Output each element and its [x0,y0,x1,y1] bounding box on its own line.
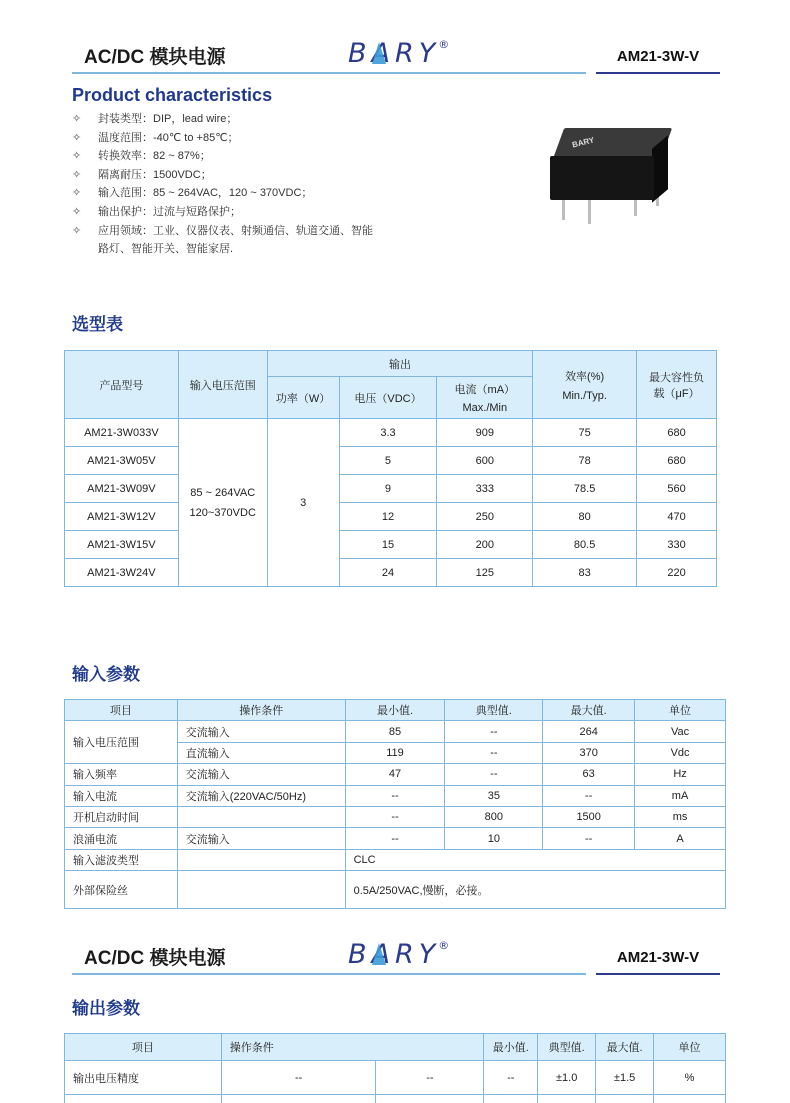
logo-triangle-icon [372,42,386,64]
table-header-row: 项目 操作条件 最小值. 典型值. 最大值. 单位 [65,700,726,721]
input-range-cell: 85 ~ 264VAC 120~370VDC [178,419,267,587]
header-title: AC/DC 模块电源 [84,47,226,68]
output-params-title: 输出参数 [72,999,140,1018]
header-divider [72,973,586,975]
characteristics-list [72,110,373,259]
table-row: AM21-3W05V 5 600 78 680 [65,447,717,475]
table-row: 开机启动时间 -- 800 1500 ms [65,806,726,827]
table-row: 输入频率 交流输入 47 -- 63 Hz [65,764,726,785]
list-item: ✧ 应用领域：工业、仪器仪表、射频通信、轨道交通、智能 [72,222,373,241]
output-params-table [64,1033,726,1103]
power-cell: 3 [267,419,339,587]
list-item-continuation: 路灯、智能开关、智能家居. [98,243,234,256]
selection-title: 选型表 [72,315,123,334]
list-item: ✧ 输出保护：过流与短路保护； [72,203,373,222]
header-model-underline [596,973,720,975]
diamond-bullet-icon: ✧ [72,113,82,125]
table-row [65,1095,726,1103]
col-header-current: 电流（mA） Max./Min [437,377,533,419]
col-header-output: 输出 [267,351,533,377]
input-params-table [64,699,726,909]
table-row: 外部保险丝 0.5A/250VAC,慢断，必接。 [65,871,726,909]
brand-logo: BARY ® [348,38,455,69]
col-header-voltage: 电压（VDC） [339,377,437,419]
diamond-bullet-icon: ✧ [72,168,82,181]
table-header-row: 项目 操作条件 最小值. 典型值. 最大值. 单位 [65,1034,726,1061]
product-front-face [550,156,654,200]
diamond-bullet-icon: ✧ [72,150,82,163]
header-model: AM21-3W-V [616,48,700,65]
col-header-model: 产品型号 [65,351,179,419]
product-pin [588,198,591,224]
diamond-bullet-icon: ✧ [72,205,82,218]
diamond-bullet-icon: ✧ [72,224,82,237]
product-label: BARY [571,135,596,150]
table-header-row [65,351,717,377]
list-item: ✧ 输入范围：85 ~ 264VAC，120 ~ 370VDC； [72,184,373,203]
list-item: ✧ 封装类型：DIP，lead wire； [72,110,373,129]
header-model: AM21-3W-V [616,949,700,966]
table-row: AM21-3W033V 85 ~ 264VAC 120~370VDC 3 3.3 909 75 680 [65,419,717,447]
product-image [548,128,672,232]
table-row: AM21-3W09V 9 333 78.5 560 [65,475,717,503]
col-header-capacitive: 最大容性负载（μF） [637,351,717,419]
table-row: 输入电流 交流输入(220VAC/50Hz) -- 35 -- mA [65,785,726,806]
table-row: 输出电压精度 -- -- -- ±1.0 ±1.5 % [65,1061,726,1095]
product-side-face [652,135,668,202]
characteristics-title: Product characteristics [72,85,273,105]
diamond-bullet-icon: ✧ [72,131,82,144]
header-model-underline [596,72,720,74]
col-header-input-range: 输入电压范围 [178,351,267,419]
table-row: 输入电压范围 交流输入 85 -- 264 Vac [65,721,726,742]
input-params-title: 输入参数 [72,665,140,684]
table-row: 浪涌电流 交流输入 -- 10 -- A [65,828,726,849]
table-row: 输入滤波类型 CLC [65,849,726,870]
page-header [72,38,720,78]
header-title: AC/DC 模块电源 [84,948,226,969]
brand-logo: BARY ® [348,939,455,970]
selection-table [64,350,717,587]
table-row: 直流输入 119 -- 370 Vdc [65,742,726,763]
table-row: AM21-3W15V 15 200 80.5 330 [65,531,717,559]
col-header-power: 功率（W） [267,377,339,419]
list-item: ✧ 隔离耐压：1500VDC； [72,166,373,185]
table-row: AM21-3W12V 12 250 80 470 [65,503,717,531]
col-header-efficiency: 效率(%) Min./Typ. [533,351,637,419]
logo-triangle-icon [372,943,386,965]
diamond-bullet-icon: ✧ [72,187,82,200]
list-item: ✧ 转换效率：82 ~ 87%； [72,147,373,166]
table-row: AM21-3W24V 24 125 83 220 [65,559,717,587]
list-item: ✧ 温度范围：-40℃ to +85℃； [72,129,373,148]
header-divider [72,72,586,74]
page-header [72,939,720,979]
